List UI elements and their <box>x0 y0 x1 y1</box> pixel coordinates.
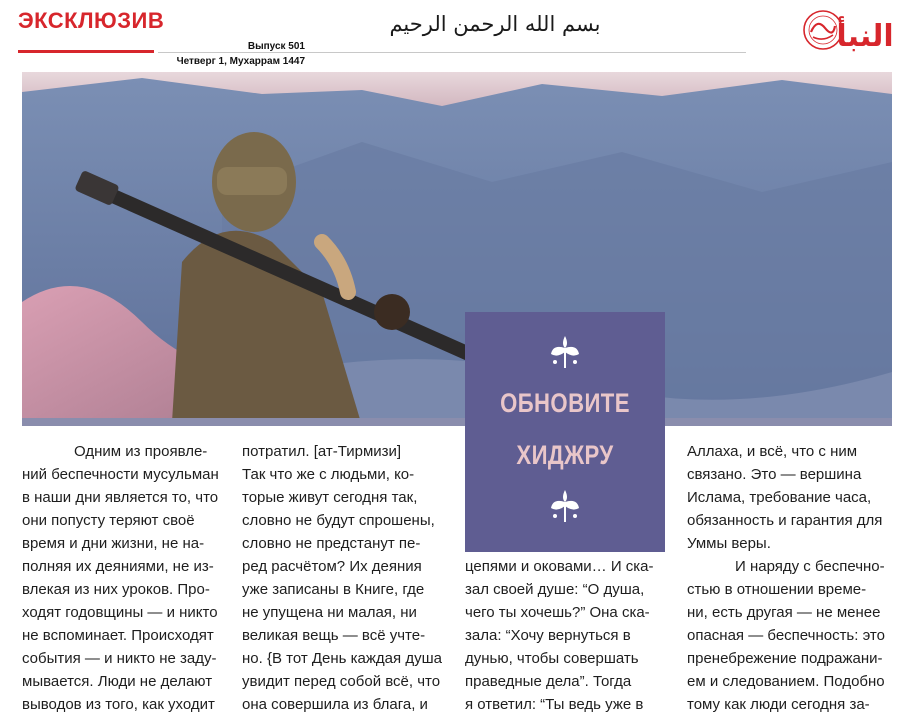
text-line: И наряду с беспечно- <box>735 558 885 575</box>
text-line: обязанность и гарантия для <box>687 512 883 529</box>
text-line: словно не предстанут пе- <box>242 535 421 552</box>
text-line: мывается. Люди не делают <box>22 673 213 690</box>
text-line: пренебрежение подражани- <box>687 650 883 667</box>
text-line: события — и никто не заду- <box>22 650 217 667</box>
article-title-box <box>465 312 665 552</box>
text-line: связано. Это — вершина <box>687 466 862 483</box>
text-line: ни, есть другая — не менее <box>687 604 881 621</box>
text-line: дунью, чтобы совершать <box>465 650 639 667</box>
text-line: великая вещь — всё учте- <box>242 627 426 644</box>
text-line: чего ты хочешь?” Она ска- <box>465 604 650 621</box>
hero-landscape <box>22 72 892 426</box>
text-line: она совершила из блага, и <box>242 696 428 713</box>
article-title-line2: ХИДЖРУ <box>516 440 614 470</box>
logo-wordmark: النبأ <box>836 19 894 54</box>
text-line: полняя их деяниями, не из- <box>22 558 214 575</box>
text-line: увидит перед собой всё, что <box>242 673 441 690</box>
text-line: потратил. [ат-Тирмизи] <box>242 443 402 460</box>
text-line: тому как люди сегодня за- <box>687 696 870 713</box>
text-line: не вспоминает. Происходят <box>22 627 214 644</box>
article-title-line1: ОБНОВИТЕ <box>500 388 630 418</box>
ornament-bottom-icon <box>547 488 583 524</box>
article-column-2 <box>242 440 448 716</box>
text-line: ред расчётом? Их деяния <box>242 558 422 575</box>
issue-number: Выпуск 501 <box>247 41 305 52</box>
text-line: Аллаха, и всё, что с ним <box>687 443 858 460</box>
text-line: Уммы веры. <box>687 535 771 552</box>
text-line: словно не будут спрошены, <box>242 512 435 529</box>
text-line: в наши дни является то, что <box>22 489 219 506</box>
text-line: Ислама, требование часа, <box>687 489 872 506</box>
text-line: ем и следованием. Подобно <box>687 673 885 690</box>
text-line: ний беспечности мусульман <box>22 466 219 483</box>
text-line: Одним из проявле- <box>74 443 208 460</box>
article-column-1 <box>22 440 224 716</box>
text-line: влекая из них уроков. Про- <box>22 581 210 598</box>
text-line: я ответил: “Ты ведь уже в <box>465 696 644 713</box>
hero-bottom-band <box>22 418 892 426</box>
text-line: они попусту теряют своё <box>22 512 195 529</box>
text-line: не упущена ни малая, ни <box>242 604 417 621</box>
hero-image <box>22 72 892 426</box>
ornament-top-icon <box>547 334 583 370</box>
text-line: цепями и оковами… И ска- <box>465 558 654 575</box>
text-line: праведные дела”. Тогда <box>465 673 632 690</box>
text-line: зал своей душе: “О душа, <box>465 581 645 598</box>
text-line: стью в отношении време- <box>687 581 867 598</box>
text-line: Так что же с людьми, ко- <box>242 466 415 483</box>
text-line: опасная — беспечность: это <box>687 627 885 644</box>
text-line: но. {В тот День каждая душа <box>242 650 442 667</box>
header-accent-rule <box>18 50 154 53</box>
issue-date: Четверг 1, Мухаррам 1447 <box>176 56 305 67</box>
text-line: зала: “Хочу вернуться в <box>465 627 631 644</box>
article-column-4 <box>687 440 895 716</box>
basmala: بسم الله الرحمن الرحيم <box>389 12 601 36</box>
text-line: выводов из того, как уходит <box>22 696 215 713</box>
newspaper-logo <box>797 6 894 60</box>
section-tag: ЭКСКЛЮЗИВ <box>18 8 165 33</box>
text-line: время и дни жизни, не на- <box>22 535 205 552</box>
text-line: уже записаны в Книге, где <box>242 581 425 598</box>
text-line: ходят годовщины — и никто <box>22 604 218 621</box>
article-column-3 <box>465 555 669 716</box>
text-line: торые живут сегодня так, <box>242 489 418 506</box>
